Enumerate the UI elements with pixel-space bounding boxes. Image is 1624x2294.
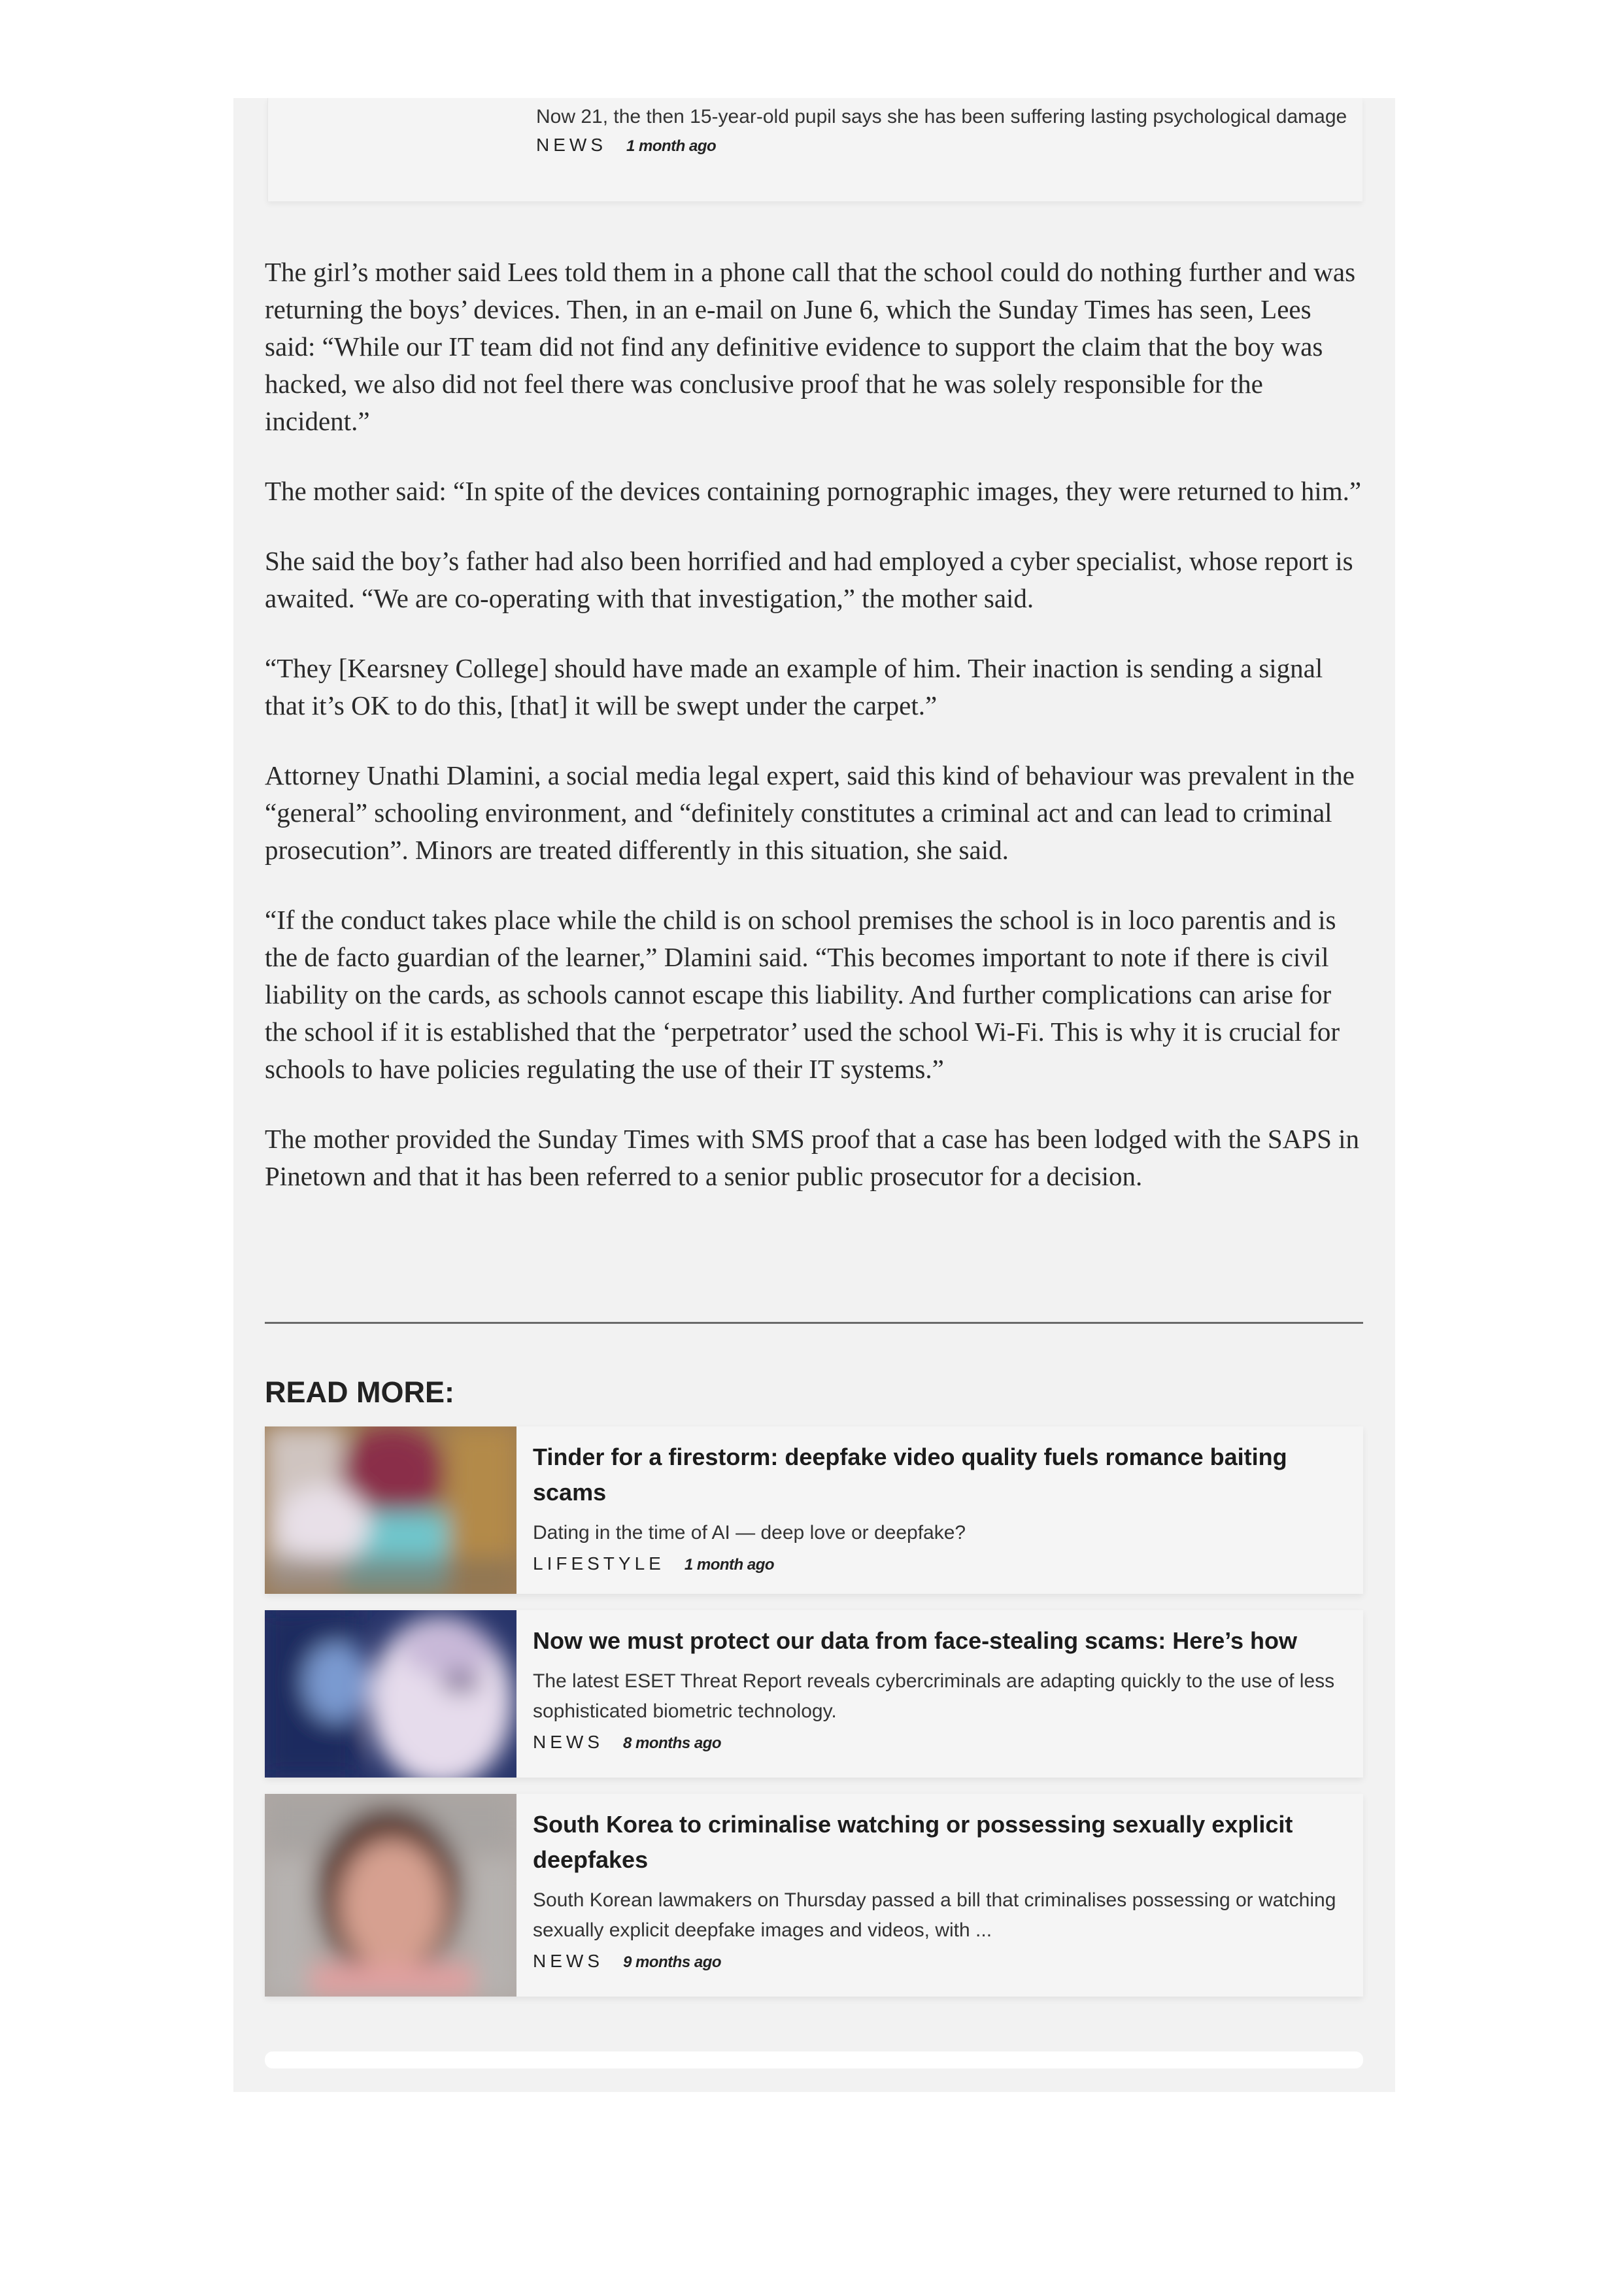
article-paragraph: The girl’s mother said Lees told them in a phone call that the school could do nothing further and was returning the boys’ devices. Then, in an e-mail on June 6, which the Sunday Times has seen, Lees said: “While our IT team did not find any definitive evidence to support the claim that the boy was hacked, we also did not feel there was conclusive proof that he was solely responsible for the incident.” [265, 257, 1356, 436]
read-more-card[interactable] [265, 1610, 1363, 1778]
article-paragraph: “If the conduct takes place while the child is on school premises the school is in loco parentis and is the de facto guardian of the learner,” Dlamini said. “This becomes important to note if there is civil liability on the cards, as schools cannot escape this liability. And further complications can arise for the school if it is established that the ‘perpetrator’ used the school Wi-Fi. This is why it is crucial for schools to have policies regulating the use of their IT systems.” [265, 905, 1340, 1084]
read-more-time: 1 month ago [684, 1556, 775, 1574]
article-body [265, 254, 1363, 1228]
read-more-card[interactable] [265, 1794, 1363, 1997]
related-story-category[interactable]: NEWS [536, 135, 607, 155]
article-thumbnail[interactable] [265, 1610, 516, 1778]
article-paragraph: Attorney Unathi Dlamini, a social media legal expert, said this kind of behaviour was prevalent in the “general” schooling environment, and “definitely constitutes a criminal act and can lead to criminal prosecution”. Minors are treated differently in this situation, she said. [265, 760, 1355, 865]
read-more-card[interactable] [265, 1426, 1363, 1594]
footer-placeholder [265, 2051, 1363, 2068]
section-divider [265, 1322, 1363, 1324]
article-thumbnail[interactable] [265, 1426, 516, 1594]
read-more-description: The latest ESET Threat Report reveals cybercriminals are adapting quickly to the use of less sophisticated biometric technology. [533, 1670, 1335, 1722]
read-more-title[interactable]: Now we must protect our data from face-stealing scams: Here’s how [533, 1627, 1297, 1654]
related-story-description: Now 21, the then 15-year-old pupil says she has been suffering lasting psychological damage [536, 106, 1347, 127]
read-more-time: 8 months ago [623, 1734, 722, 1752]
article-thumbnail[interactable] [265, 1794, 516, 1997]
article-paragraph: The mother provided the Sunday Times with SMS proof that a case has been lodged with the SAPS in Pinetown and that it has been referred to a senior public prosecutor for a decision. [265, 1124, 1360, 1191]
read-more-heading: READ MORE: [265, 1375, 454, 1409]
read-more-category[interactable]: LIFESTYLE [533, 1553, 665, 1574]
article-paragraph: She said the boy’s father had also been horrified and had employed a cyber specialist, whose report is awaited. “We are co-operating with that investigation,” the mother said. [265, 546, 1353, 613]
read-more-category[interactable]: NEWS [533, 1732, 603, 1752]
article-paragraph: The mother said: “In spite of the devices containing pornographic images, they were returned to him.” [265, 476, 1362, 506]
related-story-card[interactable] [267, 98, 1362, 201]
read-more-description: Dating in the time of AI — deep love or deepfake? [533, 1522, 966, 1543]
read-more-title[interactable]: South Korea to criminalise watching or possessing sexually explicit deepfakes [533, 1811, 1293, 1873]
read-more-category[interactable]: NEWS [533, 1951, 603, 1971]
read-more-time: 9 months ago [623, 1953, 722, 1971]
article-paragraph: “They [Kearsney College] should have made an example of him. Their inaction is sending a signal that it’s OK to do this, [that] it will be swept under the carpet.” [265, 653, 1323, 720]
article-page [233, 98, 1395, 2092]
read-more-title[interactable]: Tinder for a firestorm: deepfake video quality fuels romance baiting scams [533, 1443, 1287, 1506]
read-more-description: South Korean lawmakers on Thursday passed a bill that criminalises possessing or watching sexually explicit deepfake images and videos, with ... [533, 1889, 1336, 1941]
related-story-time: 1 month ago [626, 137, 717, 155]
